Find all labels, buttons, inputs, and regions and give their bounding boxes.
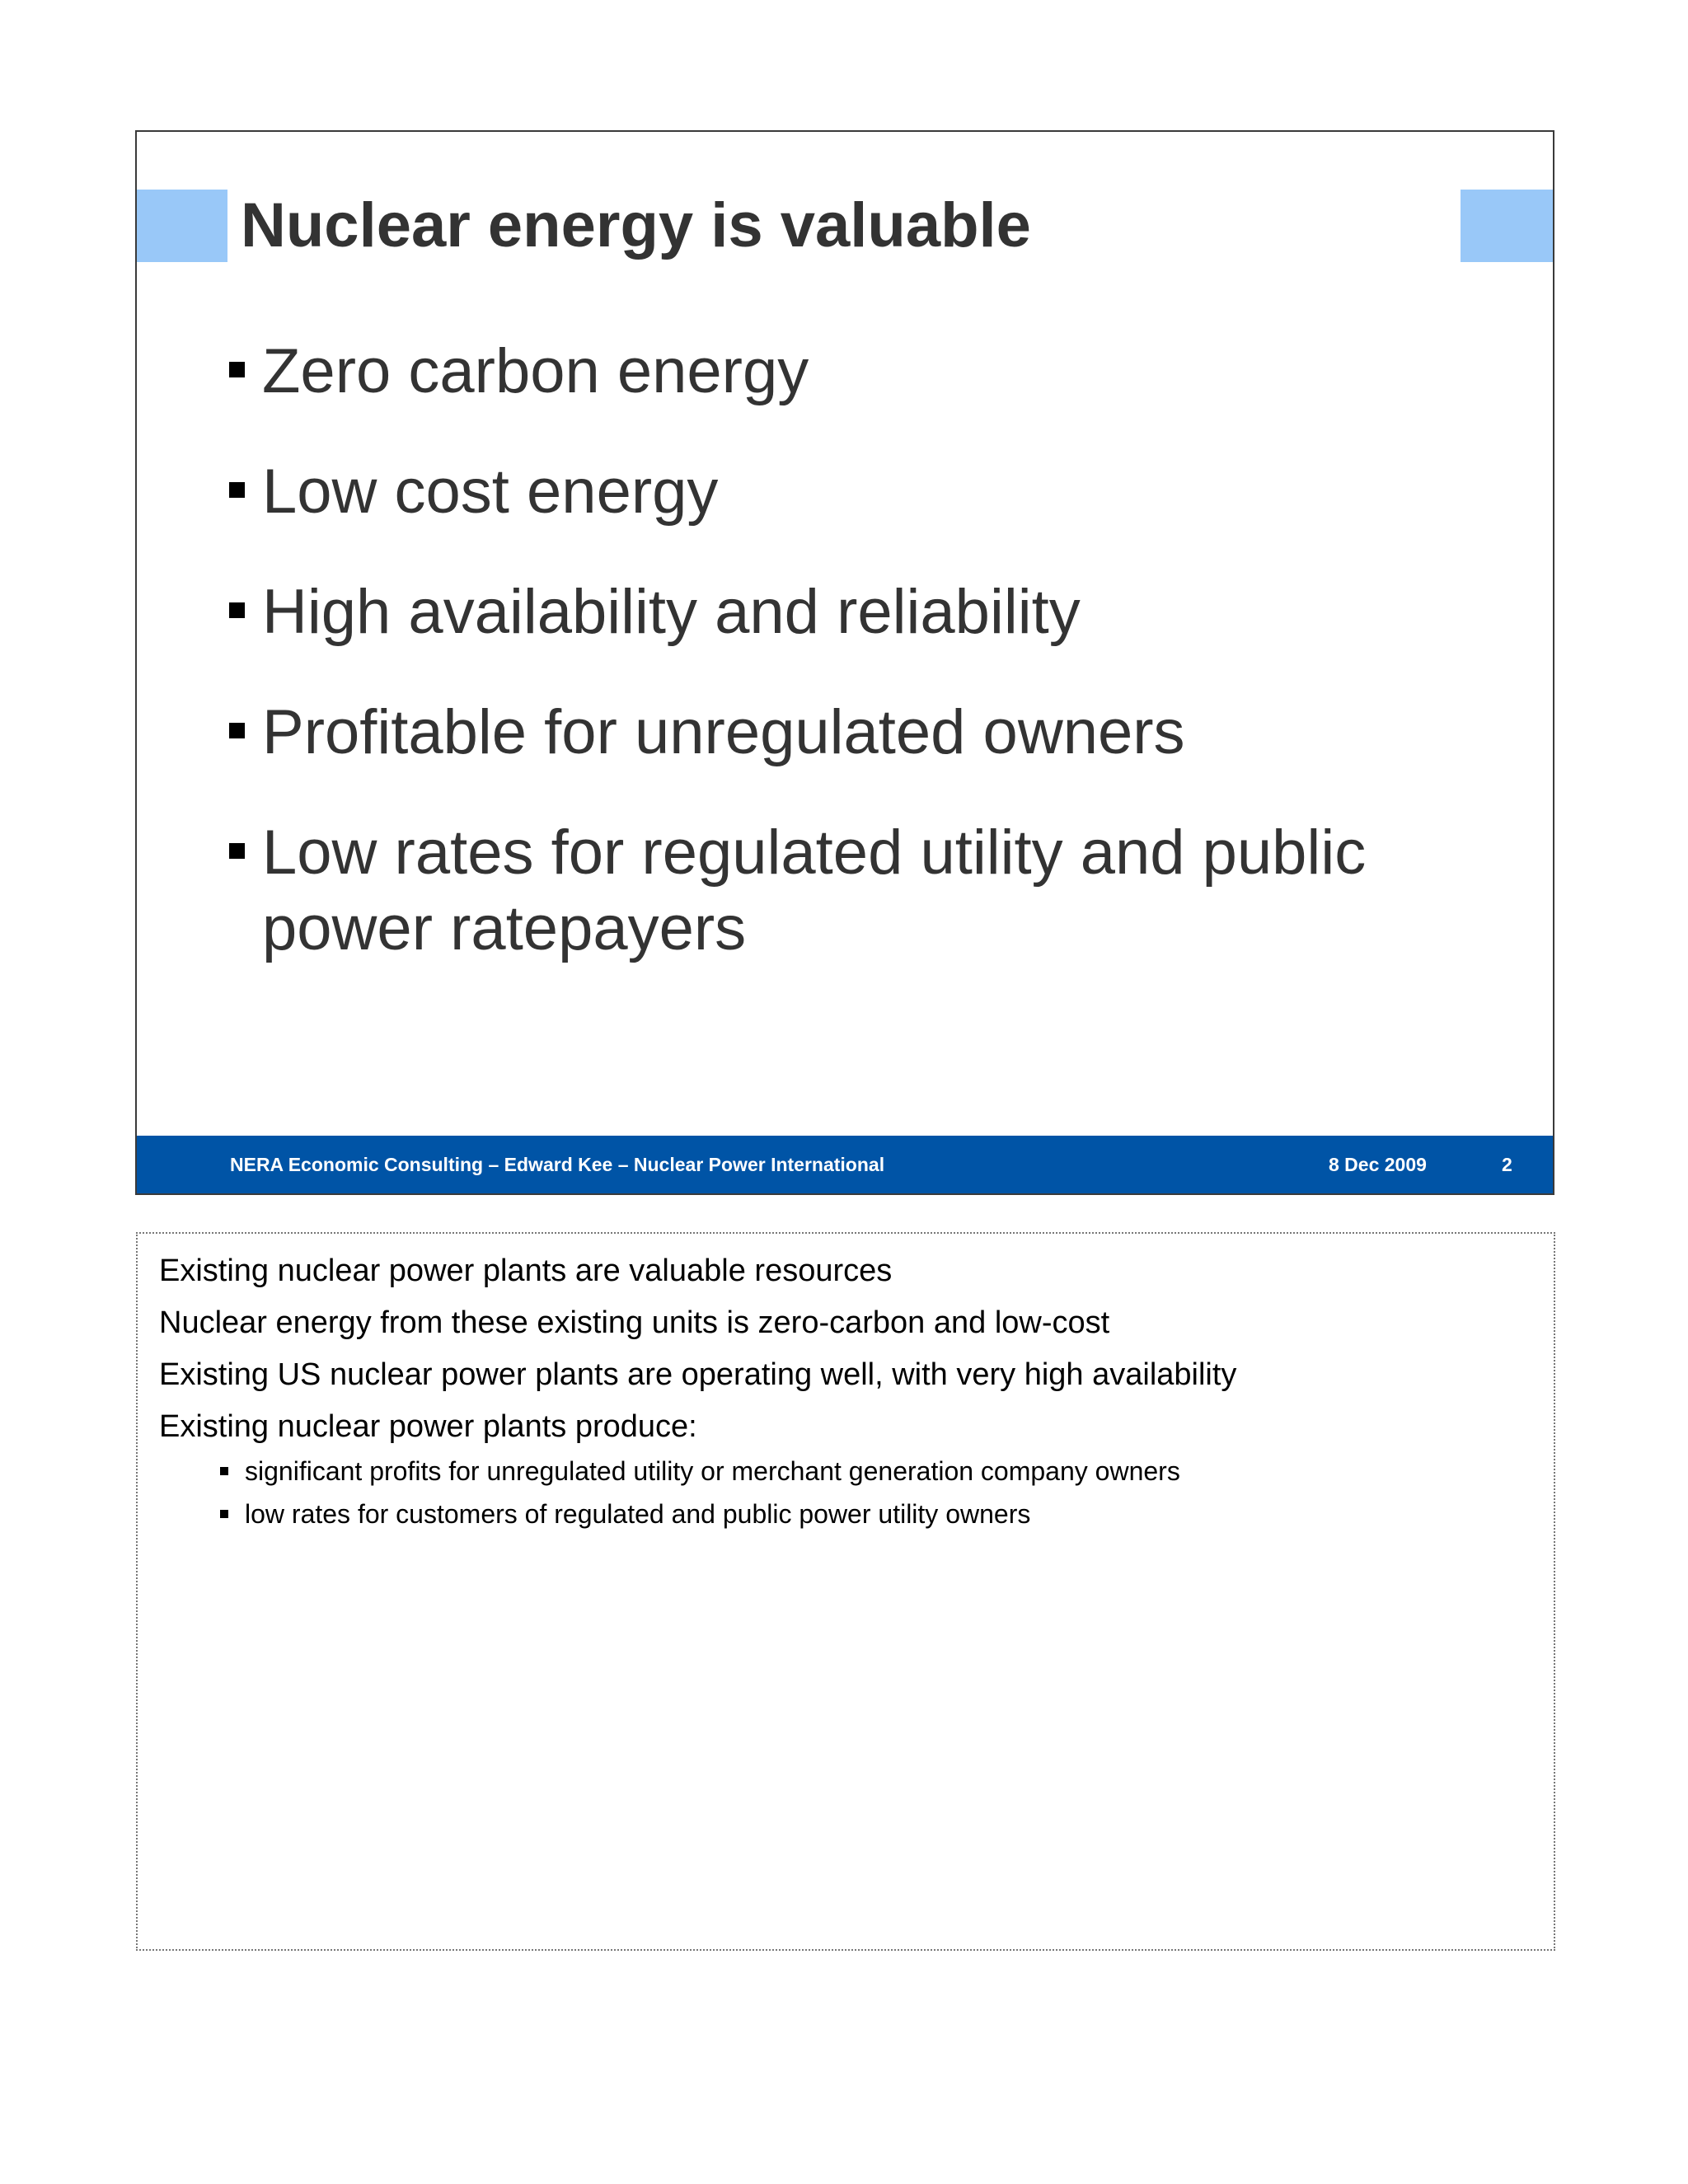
note-sub-bullet-text: low rates for customers of regulated and public power utility owners — [245, 1499, 1031, 1529]
slide-bullet-text: Zero carbon energy — [262, 336, 809, 406]
square-bullet-icon — [229, 482, 245, 498]
note-line: Nuclear energy from these existing units is zero-carbon and low-cost — [159, 1305, 1110, 1340]
note-line: Existing nuclear power plants produce: — [159, 1409, 697, 1444]
slide-bullet — [229, 454, 1498, 530]
slide-bullet-text: High availability and reliability — [262, 577, 1081, 647]
slide-bullet — [229, 574, 1498, 650]
note-sub-bullet — [220, 1450, 1180, 1493]
square-bullet-icon — [229, 723, 245, 738]
note-line: Existing nuclear power plants are valuable resources — [159, 1254, 893, 1288]
square-bullet-icon — [229, 602, 245, 618]
note-line: Existing US nuclear power plants are operating well, with very high availability — [159, 1357, 1237, 1392]
square-bullet-icon — [229, 362, 245, 377]
title-accent-left — [137, 190, 227, 262]
notes-line-list — [159, 1245, 1236, 1453]
slide-bullet — [229, 334, 1498, 410]
slide-bullet — [229, 815, 1498, 967]
square-bullet-icon — [220, 1510, 228, 1518]
notes-sub-bullet-list — [220, 1450, 1180, 1535]
footer-page-number: 2 — [1502, 1154, 1512, 1175]
slide-footer-bar — [137, 1136, 1553, 1193]
note-sub-bullet-text: significant profits for unregulated utility or merchant generation company owners — [245, 1456, 1180, 1486]
slide-panel — [135, 130, 1554, 1195]
footer-date: 8 Dec 2009 — [1329, 1154, 1427, 1175]
slide-bullet — [229, 695, 1498, 771]
square-bullet-icon — [220, 1467, 228, 1475]
note-sub-bullet — [220, 1493, 1180, 1535]
speaker-notes-panel — [136, 1232, 1555, 1951]
slide-bullet-text: Profitable for unregulated owners — [262, 697, 1185, 767]
footer-credit: NERA Economic Consulting – Edward Kee – Nuclear Power International — [230, 1154, 885, 1175]
slide-bullet-list — [229, 334, 1498, 1011]
slide-bullet-text: Low cost energy — [262, 457, 719, 527]
title-accent-right — [1461, 190, 1553, 262]
slide-bullet-text: Low rates for regulated utility and public power ratepayers — [262, 818, 1367, 963]
square-bullet-icon — [229, 843, 245, 859]
slide-title: Nuclear energy is valuable — [241, 190, 1031, 260]
